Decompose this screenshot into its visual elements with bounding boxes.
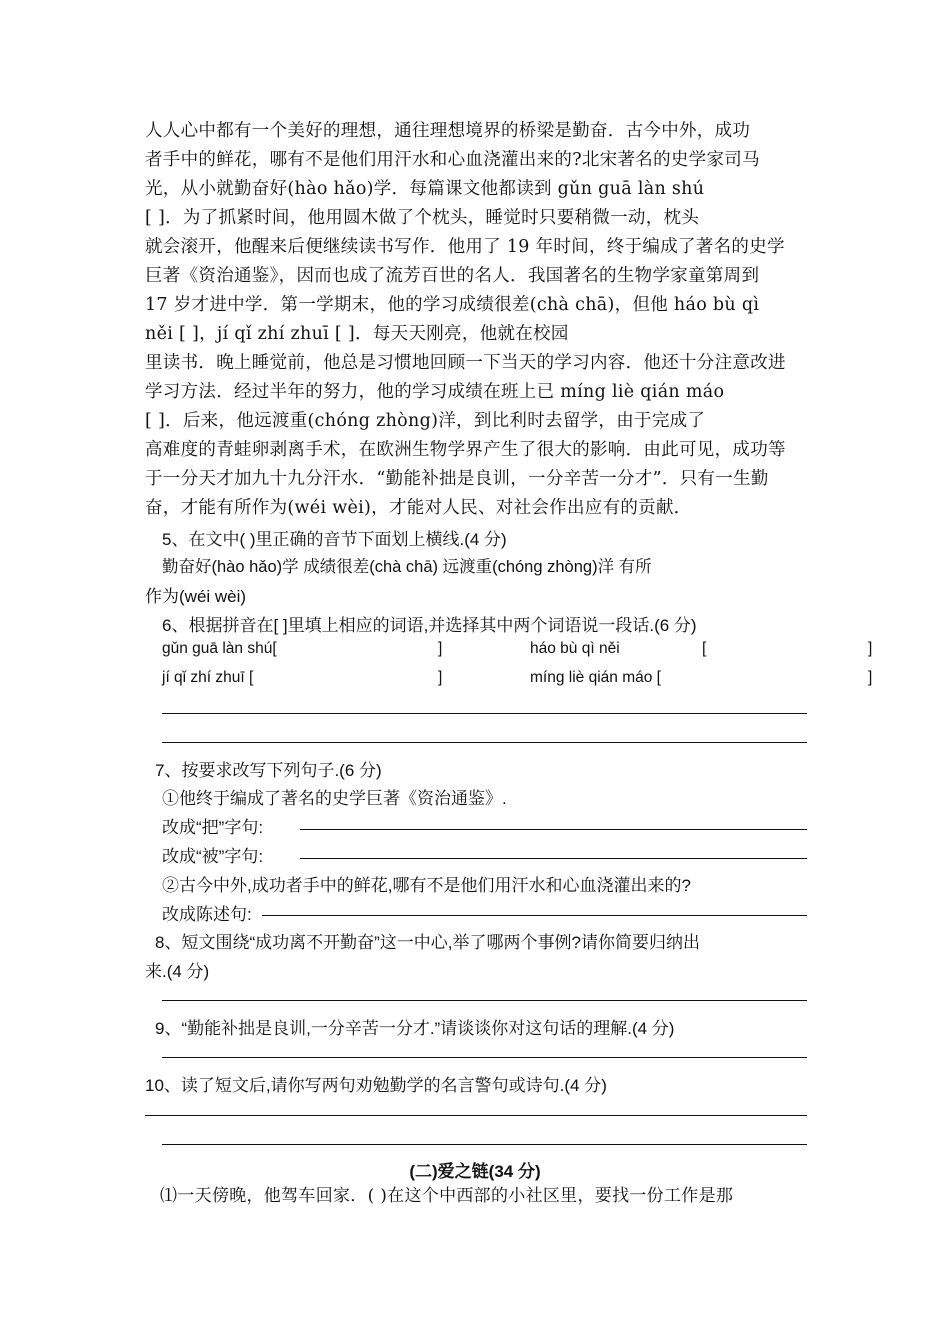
question-7-sentence-2: ②古今中外,成功者手中的鲜花,哪有不是他们用汗水和心血浇灌出来的? bbox=[162, 876, 691, 895]
passage-line: [ ]．后来，他远渡重(chóng zhòng)洋，到比利时去留学，由于完成了 bbox=[145, 411, 706, 431]
passage-line: 于一分天才加九十九分汗水．“勤能补拙是良训，一分辛苦一分才”．只有一生勤 bbox=[145, 469, 769, 489]
question-5-prompt: 5、在文中( )里正确的音节下面划上横线.(4 分) bbox=[162, 530, 507, 549]
passage-line: 奋，才能有所作为(wéi wèi)，才能对人民、对社会作出应有的贡献． bbox=[145, 498, 692, 518]
question-10-prompt: 10、读了短文后,请你写两句劝勉勤学的名言警句或诗句.(4 分) bbox=[145, 1076, 607, 1095]
answer-line-ba[interactable] bbox=[300, 829, 807, 830]
question-6-prompt: 6、根据拼音在[ ]里填上相应的词语,并选择其中两个词语说一段话.(6 分) bbox=[162, 616, 697, 635]
passage-line: 就会滚开，他醒来后便继续读书写作．他用了 19 年时间，终于编成了著名的史学 bbox=[145, 237, 785, 257]
bracket-close: ] bbox=[868, 640, 873, 657]
bracket-open: [ bbox=[702, 640, 707, 657]
answer-line[interactable] bbox=[162, 742, 807, 743]
passage-line: 学习方法．经过半年的努力，他的学习成绩在班上已 míng liè qián máo bbox=[145, 382, 725, 402]
rewrite-ba-label: 改成“把”字句: bbox=[162, 818, 264, 837]
passage-line: 人人心中都有一个美好的理想，通往理想境界的桥梁是勤奋．古今中外，成功 bbox=[145, 121, 751, 141]
passage-line: 高难度的青蛙卵剥离手术，在欧洲生物学界产生了很大的影响．由此可见，成功等 bbox=[145, 440, 786, 460]
passage-line: 光，从小就勤奋好(hào hǎo)学．每篇课文他都读到 gǔn guā làn shú bbox=[145, 179, 705, 199]
answer-line-bei[interactable] bbox=[300, 858, 807, 859]
question-9-prompt: 9、“勤能补拙是良训,一分辛苦一分才.”请谈谈你对这句话的理解.(4 分) bbox=[155, 1019, 675, 1038]
section-heading: (二)爱之链(34 分) bbox=[409, 1162, 541, 1181]
passage-line: 巨著《资治通鉴》，因而也成了流芳百世的名人．我国著名的生物学家童第周到 bbox=[145, 266, 760, 286]
answer-line[interactable] bbox=[162, 1000, 807, 1001]
question-5-options: 勤奋好(hào hǎo)学 成绩很差(chà chā) 远渡重(chóng zhòng)洋 有所 bbox=[162, 558, 652, 576]
bracket-close: ] bbox=[438, 640, 443, 657]
passage-line: 里读书．晚上睡觉前，他总是习惯地回顾一下当天的学习内容．他还十分注意改进 bbox=[145, 353, 786, 373]
question-5-options-cont: 作为(wéi wèi) bbox=[145, 587, 247, 606]
bracket-close: ] bbox=[438, 669, 443, 686]
rewrite-bei-label: 改成“被”字句: bbox=[162, 847, 264, 866]
passage-line: 者手中的鲜花，哪有不是他们用汗水和心血浇灌出来的?北宋著名的史学家司马 bbox=[145, 150, 760, 170]
pinyin-ji-qi-zhi-zhui: jí qǐ zhí zhuī [ bbox=[162, 669, 254, 686]
pinyin-gun-gua-lan-shu: gǔn guā làn shú[ bbox=[162, 640, 277, 657]
answer-line[interactable] bbox=[145, 1115, 807, 1116]
answer-line[interactable] bbox=[162, 1144, 807, 1145]
answer-line[interactable] bbox=[162, 713, 807, 714]
bracket-close: ] bbox=[868, 669, 873, 686]
answer-line[interactable] bbox=[162, 1057, 807, 1058]
question-8-prompt: 8、短文围绕“成功离不开勤奋”这一中心,举了哪两个事例?请你简要归纳出 bbox=[155, 933, 700, 952]
passage-line: [ ]．为了抓紧时间，他用圆木做了个枕头，睡觉时只要稍微一动，枕头 bbox=[145, 208, 700, 228]
question-8-prompt-cont: 来.(4 分) bbox=[145, 962, 210, 981]
passage-line: 17 岁才进中学．第一学期末，他的学习成绩很差(chà chā)，但他 háo bù qì bbox=[145, 295, 760, 315]
section-2-first-line: ⑴一天傍晚，他驾车回家．( )在这个中西部的小社区里，要找一份工作是那 bbox=[160, 1186, 734, 1206]
question-7-sentence-1: ①他终于编成了著名的史学巨著《资治通鉴》. bbox=[162, 789, 507, 808]
passage-line: něi [ ]，jí qǐ zhí zhuī [ ]．每天天刚亮，他就在校园 bbox=[145, 324, 569, 344]
pinyin-ming-lie-qian-mao: míng liè qián máo [ bbox=[530, 669, 661, 686]
rewrite-declarative-label: 改成陈述句: bbox=[162, 905, 252, 924]
answer-line-declarative[interactable] bbox=[262, 915, 807, 916]
question-7-prompt: 7、按要求改写下列句子.(6 分) bbox=[155, 761, 382, 780]
pinyin-hao-bu-qi-nei: háo bù qì něi bbox=[530, 640, 620, 657]
